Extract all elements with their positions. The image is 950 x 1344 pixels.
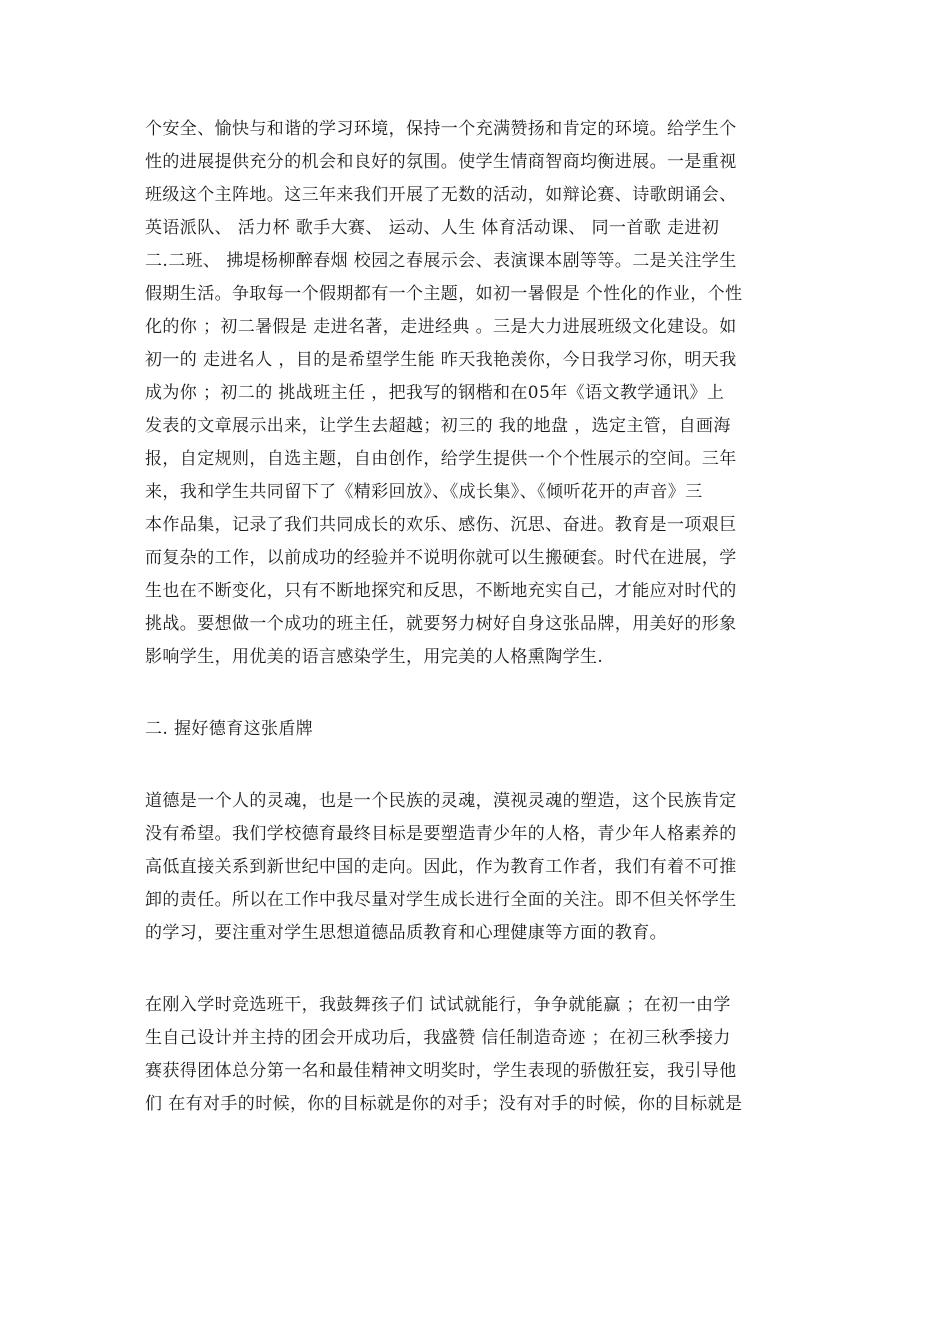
paragraph-1-line: 生也在不断变化，只有不断地探究和反思，不断地充实自己，才能应对时代的: [145, 581, 737, 601]
paragraph-1-line: 挑战。要想做一个成功的班主任，就要努力树好自身这张品牌，用美好的形象: [145, 614, 737, 634]
paragraph-1-line: 个安全、愉快与和谐的学习环境，保持一个充满赞扬和肯定的环境。给学生个: [145, 119, 737, 139]
paragraph-1-line: 二.二班、 拂堤杨柳醉春烟 校园之春展示会、表演课本剧等等。二是关注学生: [145, 251, 737, 271]
paragraph-1-line: 英语派队、 活力杯 歌手大赛、 运动、人生 体育活动课、 同一首歌 走进初: [145, 218, 720, 238]
section-heading: 二. 握好德育这张盾牌: [145, 719, 314, 739]
paragraph-2-line: 卸的责任。所以在工作中我尽量对学生成长进行全面的关注。即不但关怀学生: [145, 890, 737, 910]
paragraph-1-line: 影响学生，用优美的语言感染学生，用完美的人格熏陶学生.: [145, 647, 604, 667]
paragraph-1-line: 假期生活。争取每一个假期都有一个主题，如初一暑假是 个性化的作业，个性: [145, 284, 743, 304]
paragraph-1-line: 化的你 ；初二暑假是 走进名著，走进经典 。三是大力进展班级文化建设。如: [145, 317, 737, 337]
paragraph-1-line: 成为你 ；初二的 挑战班主任 ，把我写的钢楷和在05年《语文教学通讯》上: [145, 383, 725, 403]
paragraph-1-line: 发表的文章展示出来，让学生去超越；初三的 我的地盘 ，选定主管，自画海: [145, 416, 731, 436]
paragraph-1-line: 来，我和学生共同留下了《精彩回放》、《成长集》、《倾听花开的声音》三: [145, 482, 703, 502]
paragraph-1-line: 而复杂的工作，以前成功的经验并不说明你就可以生搬硬套。时代在进展，学: [145, 548, 737, 568]
paragraph-2-line: 道德是一个人的灵魂，也是一个民族的灵魂，漠视灵魂的塑造，这个民族肯定: [145, 791, 737, 811]
paragraph-1-line: 初一的 走进名人 ，目的是希望学生能 昨天我艳羡你，今日我学习你，明天我: [145, 350, 737, 370]
paragraph-3-line: 赛获得团体总分第一名和最佳精神文明奖时，学生表现的骄傲狂妄，我引导他: [145, 1061, 737, 1081]
paragraph-2-line: 没有希望。我们学校德育最终目标是要塑造青少年的人格，青少年人格素养的: [145, 824, 737, 844]
paragraph-1-line: 本作品集，记录了我们共同成长的欢乐、感伤、沉思、奋进。教育是一项艰巨: [145, 515, 737, 535]
paragraph-2-line: 的学习，要注重对学生思想道德品质教育和心理健康等方面的教育。: [145, 923, 667, 943]
paragraph-3-line: 生自己设计并主持的团会开成功后，我盛赞 信任制造奇迹 ；在初三秋季接力: [145, 1028, 731, 1048]
paragraph-2-line: 高低直接关系到新世纪中国的走向。因此，作为教育工作者，我们有着不可推: [145, 857, 737, 877]
paragraph-1-line: 性的进展提供充分的机会和良好的氛围。使学生情商智商均衡进展。一是重视: [145, 152, 737, 172]
paragraph-3-line: 在刚入学时竞选班干，我鼓舞孩子们 试试就能行，争争就能赢 ；在初一由学: [145, 995, 731, 1015]
paragraph-1-line: 报，自定规则，自选主题，自由创作，给学生提供一个个性展示的空间。三年: [145, 449, 737, 469]
paragraph-3-line: 们 在有对手的时候，你的目标就是你的对手；没有对手的时候，你的目标就是: [145, 1094, 743, 1114]
paragraph-1-line: 班级这个主阵地。这三年来我们开展了无数的活动，如辩论赛、诗歌朗诵会、: [145, 185, 737, 205]
